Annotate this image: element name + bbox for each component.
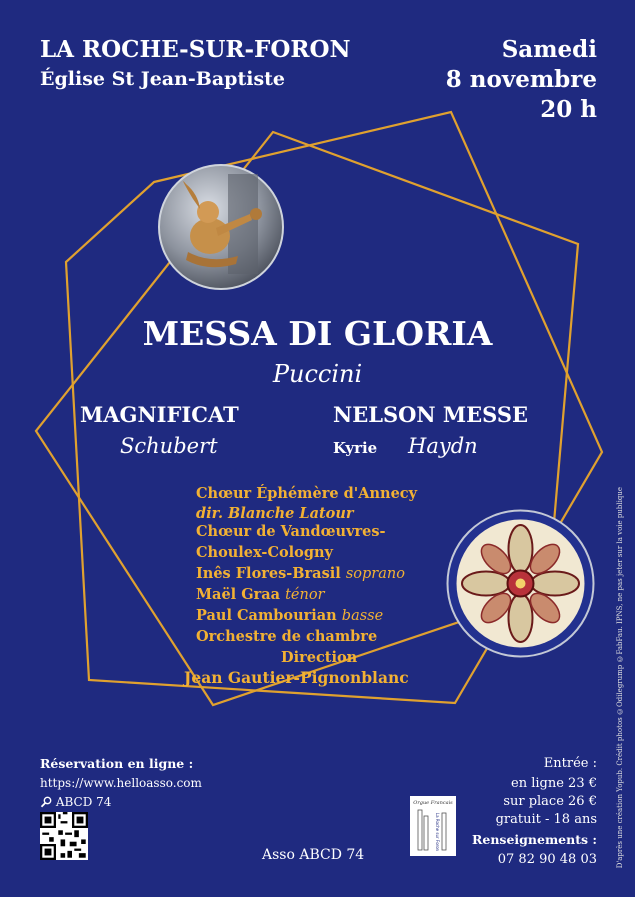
conductor-name: Jean Gautier-Pignonblanc xyxy=(184,668,409,687)
reservation-search-text: ABCD 74 xyxy=(55,795,112,809)
angel-photo-medallion xyxy=(158,164,284,290)
reservation-label: Réservation en ligne : xyxy=(40,756,194,771)
performer-choir-vandoeuvres-line2: Choulex-Cologny xyxy=(196,544,333,561)
performer-choir-annecy: Chœur Éphémère d'Annecy xyxy=(196,485,418,502)
performer-tenor xyxy=(196,586,325,603)
qr-code[interactable] xyxy=(40,812,88,860)
bass-name: Paul Cambourian xyxy=(196,607,337,624)
town-name: LA ROCHE-SUR-FORON xyxy=(40,36,351,63)
concert-time: 20 h xyxy=(540,96,597,123)
organizer-name: Asso ABCD 74 xyxy=(262,847,365,863)
performer-soprano xyxy=(196,565,405,582)
bass-role: basse xyxy=(341,608,384,624)
performer-bass xyxy=(196,607,383,624)
performer-orchestra: Orchestre de chambre xyxy=(196,628,378,645)
logo-text-2: La Roche sur Foron xyxy=(435,812,440,852)
work-nelson-title: NELSON MESSE xyxy=(333,402,529,427)
search-icon xyxy=(40,796,52,808)
side-credit: D'après une création Yopub. Crédit photos ©Odilegrump ©FabFau. IPNS, ne pas jeter sur la voie publique xyxy=(616,487,624,869)
main-work-title: MESSA DI GLORIA xyxy=(142,314,493,353)
info-phone[interactable]: 07 82 90 48 03 xyxy=(497,852,597,867)
price-onsite: sur place 26 € xyxy=(503,794,597,809)
orgue-logo xyxy=(410,796,456,856)
logo-text-1: Orgue Francais xyxy=(413,800,453,806)
work-magnificat-title: MAGNIFICAT xyxy=(80,402,239,427)
performer-choir-annecy-director: dir. Blanche Latour xyxy=(196,505,354,522)
work-nelson-part: Kyrie xyxy=(333,439,378,457)
performer-choir-vandoeuvres-line1: Chœur de Vandœuvres- xyxy=(196,523,386,540)
tenor-role: ténor xyxy=(285,587,325,603)
concert-day: Samedi xyxy=(501,36,597,63)
price-free: gratuit - 18 ans xyxy=(495,812,597,827)
reservation-url[interactable]: https://www.helloasso.com xyxy=(40,776,202,790)
reservation-search xyxy=(40,795,111,809)
organ-pipes-icon xyxy=(410,796,456,856)
price-online: en ligne 23 € xyxy=(511,776,597,791)
concert-date: 8 novembre xyxy=(445,66,597,93)
work-nelson-composer: Haydn xyxy=(408,434,478,458)
main-work-composer: Puccini xyxy=(272,360,363,388)
info-label: Renseignements : xyxy=(472,832,597,847)
soprano-name: Inês Flores-Brasil xyxy=(196,565,341,582)
stained-glass-rosette xyxy=(446,509,595,658)
church-name: Église St Jean-Baptiste xyxy=(40,68,286,90)
soprano-role: soprano xyxy=(345,566,405,582)
direction-label: Direction xyxy=(281,649,358,666)
prices-label: Entrée : xyxy=(543,756,597,771)
work-magnificat-composer: Schubert xyxy=(120,434,218,458)
tenor-name: Maël Graa xyxy=(196,586,281,603)
